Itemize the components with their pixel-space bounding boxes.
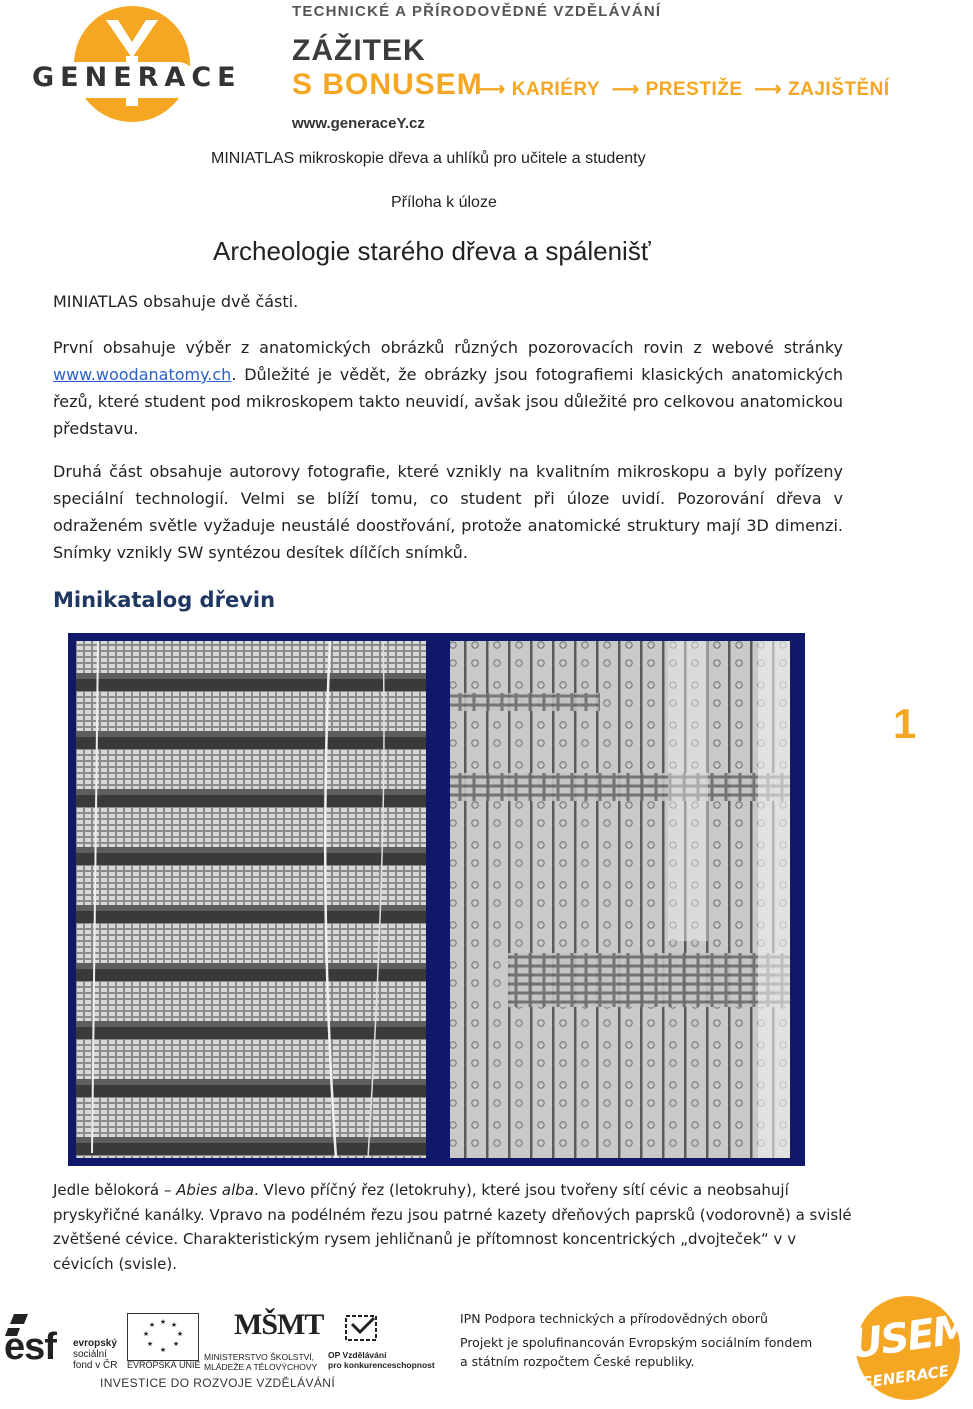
project-info-line: Projekt je spolufinancován Evropským sociálním fondem [460,1335,813,1350]
figure-caption [53,1178,853,1276]
esf-logo-text: esf [4,1326,56,1368]
woodanatomy-link[interactable]: www.woodanatomy.ch [53,365,232,384]
eu-text: EVROPSKÁ UNIE [127,1360,201,1370]
svg-text:★: ★ [176,1331,184,1338]
arrow-icon: ⟶ [754,79,783,100]
generace-logo-text: GENERACE [32,62,242,93]
esf-text-line: sociální [73,1349,107,1360]
svg-text:★: ★ [172,1341,180,1348]
project-info [460,1308,812,1371]
msmt-logo: MŠMT [234,1308,324,1341]
intro-text: MINIATLAS obsahuje dvě části. [53,292,299,311]
caption-text-cont: . Vlevo příčný řez (letokruhy), které jsou tvořeny sítí cévic a neobsahují pryskyřičné kanálky. Vpravo na podélném řezu jsou patrné kazety dřeňových paprsků (vodorovně) a svislé zvětšené cévice. Charakteristickým rysem jehličnanů je přítomnost koncentrických „dvojteček“ v v cévicích (svisle). [53,1181,852,1273]
msmt-text [204,1352,317,1372]
op-logo-icon [340,1310,390,1344]
paragraph-1-text-cont: . Důležité je vědět, že obrázky jsou fotografiemi klasických anatomických řezů, které student pod mikroskopem takto neuvidí, avšak jsou důležité pro celkovou anatomickou představu. [53,365,843,438]
usem-logo-subtext: GENERACE [859,1361,951,1393]
msmt-text-line: MLÁDEŽE A TĚLOVÝCHOVY [204,1362,318,1372]
esf-logo [4,1312,70,1368]
investice-caption: INVESTICE DO ROZVOJE VZDĚLÁVÁNÍ [100,1376,336,1390]
caption-species: Abies alba [176,1181,255,1199]
paragraph-2: Druhá část obsahuje autorovy fotografie, které vznikly na kvalitním mikroskopu a byly pořízeny speciální technologií. Velmi se blíží tomu, co student při úloze uvidí. Pozorování dřeva v odraženém světle vyžaduje neustálé doostřování, protože anatomické struktury mají 3D dimenzi. Snímky vznikly SW syntézou desítek dílčích snímků. [53,462,843,562]
esf-text-line: evropský [73,1338,117,1349]
arrow-icon: ⟶ [478,79,506,100]
page-number: 1 [893,700,917,747]
banner-tag: KARIÉRY [511,79,601,100]
micrograph-figure [68,633,805,1166]
section-heading: Minikatalog dřevin [53,588,276,612]
banner-tag: ZAJIŠTĚNÍ [788,79,890,100]
msmt-text-line: MINISTERSTVO ŠKOLSTVÍ, [204,1352,315,1362]
longitudinal-section-image [450,641,790,1158]
banner-tagline: TECHNICKÉ A PŘÍRODOVĚDNÉ VZDĚLÁVÁNÍ [292,3,662,20]
banner-title-line2: S BONUSEM [292,68,483,101]
document-subtitle: MINIATLAS mikroskopie dřeva a uhlíků pro učitele a studenty [211,150,646,167]
svg-text:★: ★ [170,1322,178,1329]
eu-flag-icon [127,1313,199,1361]
svg-text:★: ★ [159,1319,167,1326]
arrow-icon: ⟶ [611,79,640,100]
svg-text:★: ★ [146,1341,154,1348]
svg-text:★: ★ [148,1322,156,1329]
appendix-label: Příloha k úloze [391,194,497,211]
esf-text [73,1338,117,1371]
banner-tag: PRESTIŽE [645,79,743,100]
svg-text:★: ★ [159,1347,167,1354]
usem-logo-text: USEM [847,1305,973,1369]
usem-generace-logo [846,1292,973,1404]
caption-text: Jedle bělokorá – [53,1181,177,1199]
banner-tags [478,78,896,101]
page-title: Archeologie starého dřeva a spálenišť [213,236,651,266]
op-text-line: pro konkurenceschopnost [328,1360,435,1370]
cross-section-image [76,641,426,1158]
project-info-line: a státním rozpočtem České republiky. [460,1354,695,1369]
project-info-line: IPN Podpora technických a přírodovědných oborů [460,1311,768,1326]
paragraph-1-text: První obsahuje výběr z anatomických obrázků různých pozorovacích rovin z webové stránky [53,338,843,357]
banner-title-line1: ZÁŽITEK [292,34,426,67]
paragraph-1 [53,334,843,442]
op-text [328,1350,435,1370]
svg-text:★: ★ [142,1331,150,1338]
op-text-line: OP Vzdělávání [328,1350,387,1360]
esf-text-line: fond v ČR [73,1360,118,1371]
banner-url: www.generaceY.cz [292,115,425,132]
